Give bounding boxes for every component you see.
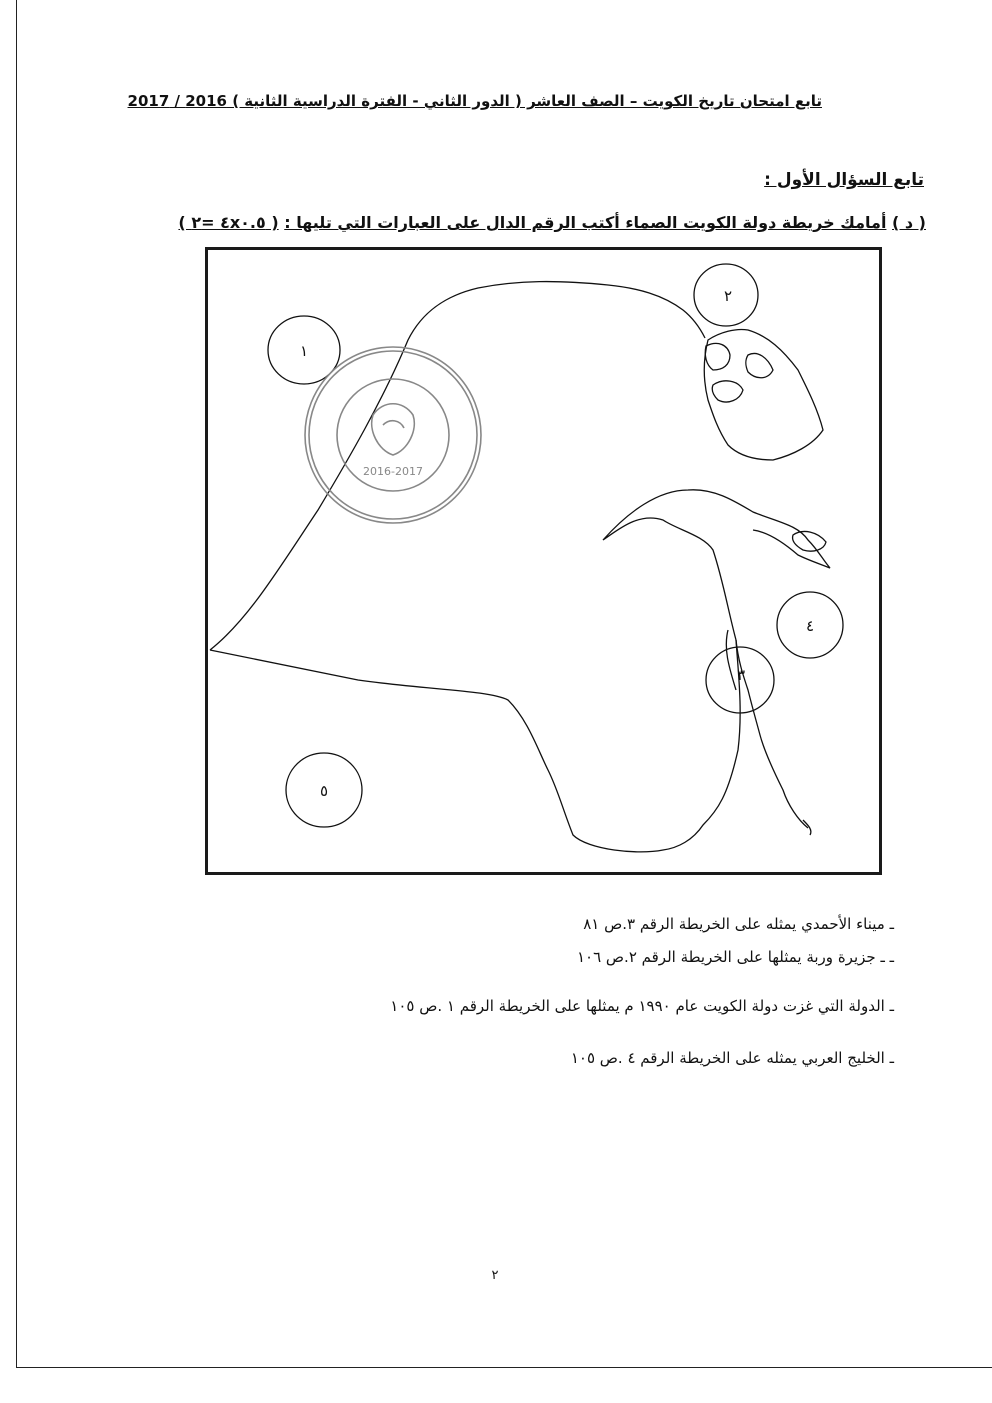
exam-header: تابع امتحان تاريخ الكويت – الصف العاشر ( الدور الثاني - الفترة الدراسية الثانية ) 2016 / 2017	[127, 92, 822, 110]
question-letter: ( د )	[892, 213, 926, 232]
page-number: ٢	[491, 1268, 499, 1283]
stamp-year: 2016-2017	[363, 465, 423, 478]
answer-item-3: ـ الدولة التي غزت دولة الكويت عام ١٩٩٠ م يمثلها على الخريطة الرقم ١ .ص ١٠٥	[390, 997, 894, 1015]
label-5: ٥	[319, 782, 329, 800]
inner-island-2	[746, 353, 773, 377]
label-4: ٤	[805, 617, 815, 635]
instruction-text: أمامك خريطة دولة الكويت الصماء أكتب الرقم الدال على العبارات التي تليها :	[284, 213, 887, 232]
kuwait-bay-coast	[603, 490, 830, 640]
bubiyan-island	[704, 329, 823, 460]
map-drawing	[208, 250, 879, 872]
label-3: ٣	[736, 666, 746, 684]
answer-item-2: ـ ـ جزيرة وربة يمثلها على الخريطة الرقم ٢.ص ١٠٦	[576, 948, 894, 966]
label-2: ٢	[723, 287, 733, 305]
kuwait-blank-map	[205, 247, 882, 875]
question-title: تابع السؤال الأول :	[764, 170, 924, 190]
question-instruction	[178, 213, 926, 232]
kuwait-border-north	[210, 282, 705, 650]
page-border-left	[16, 0, 17, 1368]
page-border-bottom	[16, 1367, 992, 1368]
warbah-island	[705, 343, 730, 370]
label-1: ١	[299, 342, 309, 360]
answer-item-4: ـ الخليج العربي يمثله على الخريطة الرقم ٤ .ص ١٠٥	[570, 1049, 894, 1067]
east-coast	[726, 630, 736, 690]
inner-island-1	[712, 381, 743, 402]
answer-item-1: ـ ميناء الأحمدي يمثله على الخريطة الرقم ٣.ص ٨١	[583, 915, 894, 933]
question-marks: ( ٤x٠.٥ =٢ )	[178, 213, 279, 232]
kuwait-border-south	[210, 640, 740, 852]
answer-list	[274, 915, 894, 1071]
